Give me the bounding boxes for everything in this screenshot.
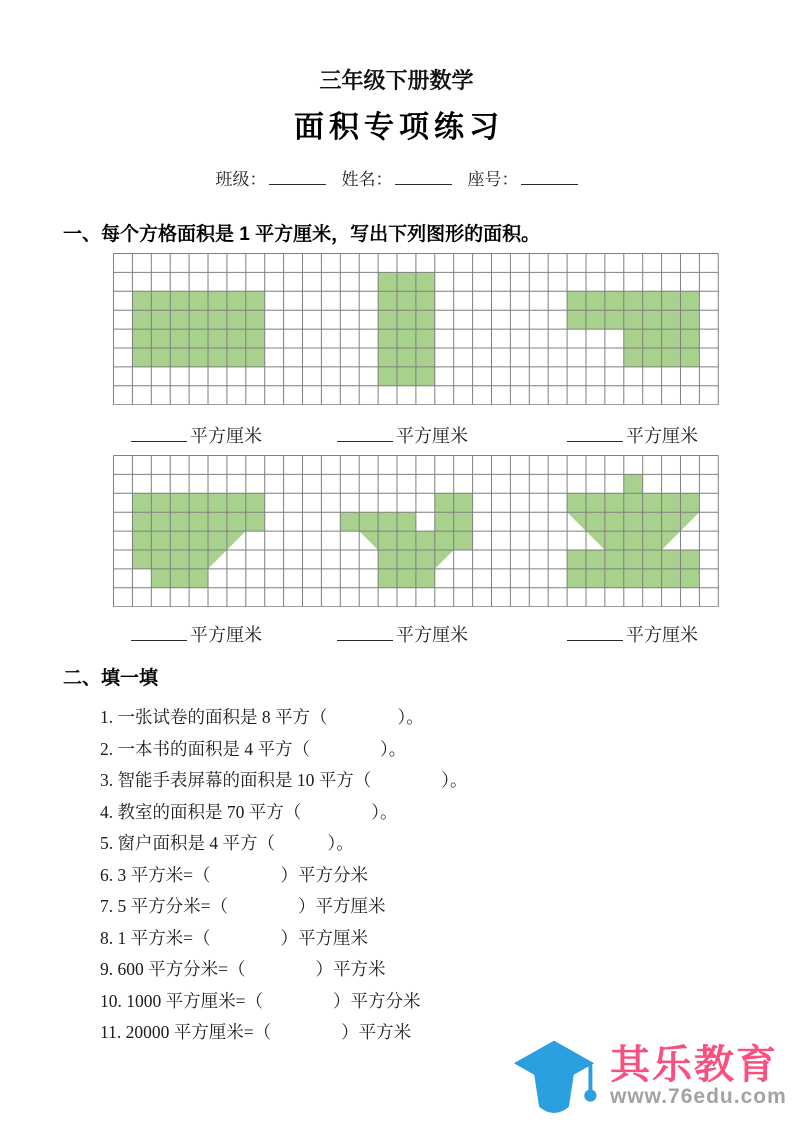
answer-label	[567, 621, 698, 647]
answer-blank-input[interactable]	[337, 425, 393, 442]
brand-footer	[506, 1036, 786, 1118]
question-line: 7. 5 平方分米=（ ）平方厘米	[100, 896, 386, 916]
question-line: 2. 一本书的面积是 4 平方（ ）。	[100, 738, 407, 759]
seat-field	[468, 165, 578, 190]
seat-label: 座号：	[467, 170, 519, 189]
worksheet-title: 面积专项练习	[294, 111, 504, 144]
answer-label	[567, 422, 698, 448]
worksheet-subtitle: 三年级下册数学	[319, 68, 474, 93]
unit-label: 平方厘米	[396, 625, 468, 645]
seat-blank-input[interactable]	[521, 169, 578, 185]
class-blank-input[interactable]	[269, 169, 326, 185]
question-line: 9. 600 平方分米=（ ）平方米	[100, 959, 386, 979]
answer-blank-input[interactable]	[567, 425, 623, 442]
unit-label: 平方厘米	[626, 625, 698, 645]
section1-heading: 一、每个方格面积是 1 平方厘米，写出下列图形的面积。	[63, 224, 541, 245]
name-field	[342, 165, 452, 190]
answer-label	[131, 422, 262, 448]
class-field	[216, 165, 326, 190]
question-line: 11. 20000 平方厘米=（ ）平方米	[100, 1022, 412, 1042]
question-line: 5. 窗户面积是 4 平方（ ）。	[100, 833, 354, 853]
question-line: 6. 3 平方米=（ ）平方分米	[100, 864, 368, 885]
answer-label	[131, 621, 262, 647]
unit-label: 平方厘米	[190, 426, 262, 446]
question-line: 4. 教室的面积是 70 平方（ ）。	[100, 801, 398, 822]
answer-blank-input[interactable]	[131, 425, 187, 442]
section2-heading: 二、填一填	[63, 668, 159, 689]
unit-label: 平方厘米	[626, 426, 698, 446]
name-label: 姓名：	[341, 170, 393, 189]
unit-label: 平方厘米	[190, 625, 262, 645]
question-line: 10. 1000 平方厘米=（ ）平方分米	[100, 990, 421, 1011]
graduation-cap-icon	[506, 1038, 602, 1120]
grid-figure-2	[113, 455, 719, 607]
grid-figure-1	[113, 253, 719, 405]
answer-label	[337, 621, 468, 647]
brand-text-block	[610, 1044, 787, 1108]
question-line: 8. 1 平方米=（ ）平方厘米	[100, 927, 368, 948]
class-label: 班级：	[215, 170, 267, 189]
answer-blank-input[interactable]	[131, 624, 187, 641]
answer-label	[337, 422, 468, 448]
brand-name: 其乐教育	[610, 1043, 778, 1087]
question-line: 3. 智能手表屏幕的面积是 10 平方（ ）。	[100, 770, 468, 790]
name-blank-input[interactable]	[395, 169, 452, 185]
question-line: 1. 一张试卷的面积是 8 平方（ ）。	[100, 707, 424, 727]
fill-in-questions	[100, 702, 720, 1049]
student-info-row	[0, 165, 793, 190]
answer-blank-input[interactable]	[567, 624, 623, 641]
unit-label: 平方厘米	[396, 426, 468, 446]
answer-blank-input[interactable]	[337, 624, 393, 641]
brand-url[interactable]: www.76edu.com	[610, 1085, 787, 1108]
